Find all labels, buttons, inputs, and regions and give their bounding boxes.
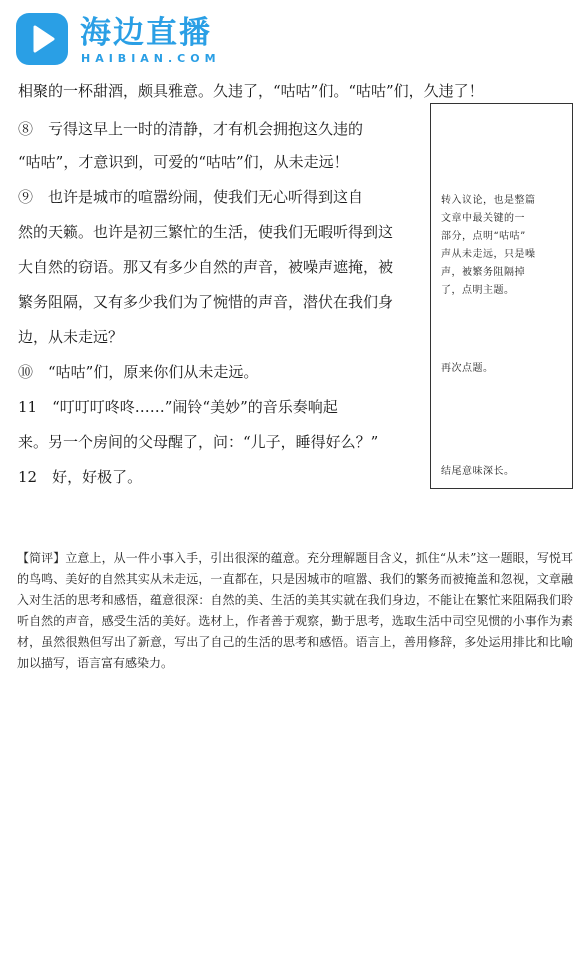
paragraph-9-line: 然的天籁。也许是初三繁忙的生活，使我们无暇听得到这 bbox=[18, 223, 394, 241]
annotation-note: 结尾意味深长。 bbox=[441, 466, 515, 477]
paragraph-9-line: 大自然的窃语。那又有多少自然的声音，被噪声遮掩，被 bbox=[18, 258, 394, 276]
annotation-note-line: 了，点明主题。 bbox=[441, 285, 515, 296]
annotation-note-line: 声从未走远，只是噪 bbox=[441, 249, 536, 260]
logo-title: 海边直播 bbox=[80, 15, 212, 51]
annotation-note-line: 部分，点明“咕咕” bbox=[441, 231, 526, 242]
annotation-note-line: 声，被繁务阻隔掉 bbox=[441, 267, 525, 278]
paragraph-9-line: ⑨ 也许是城市的喧嚣纷闹，使我们无心听得到这自 bbox=[18, 188, 364, 206]
annotation-note-line: 转入议论，也是整篇 bbox=[441, 195, 536, 206]
paragraph-9-line: 边，从未走远？ bbox=[18, 328, 124, 346]
annotation-note-line: 文章中最关键的一 bbox=[441, 213, 525, 224]
annotation-note bbox=[441, 192, 565, 300]
paragraph-8-line: ⑧ 亏得这早上一时的清静，才有机会拥抱这久违的 bbox=[18, 120, 364, 138]
logo-subtitle: HAIBIAN.COM bbox=[81, 52, 221, 65]
paragraph-9-line: 繁务阻隔，又有多少我们为了惋惜的声音，潜伏在我们身 bbox=[18, 293, 394, 311]
review-paragraph: 【简评】立意上，从一件小事入手，引出很深的蕴意。充分理解题目含义，抓住“从未”这一题眼，写悦耳的鸟鸣、美好的自然其实从未走远，一直都在，只是因城市的喧嚣、我们的繁务而被掩盖和忽视，文章融入对生活的思考和感悟，蕴意很深：自然的美、生活的美其实就在我们身边，不能让在繁忙来阻隔我们聆听自然的声音，感受生活的美好。选材上，作者善于观察，勤于思考，选取生活中司空见惯的小事作为素材，虽然很熟但写出了新意，写出了自己的生活的思考和感悟。语言上，善用修辞，多处运用排比和比喻加以描写，语言富有感染力。 bbox=[17, 551, 573, 670]
paragraph-11-line: 来。另一个房间的父母醒了，问：“儿子，睡得好么？” bbox=[18, 433, 379, 451]
play-icon bbox=[16, 13, 68, 65]
site-logo[interactable] bbox=[16, 13, 236, 68]
paragraph-10: ⑩ “咕咕”们，原来你们从未走远。 bbox=[18, 363, 259, 381]
paragraph-12: 12 好，好极了。 bbox=[18, 468, 143, 486]
article-line: 相聚的一杯甜酒，颇具雅意。久违了，“咕咕”们。“咕咕”们，久违了！ bbox=[18, 82, 484, 100]
annotation-note: 再次点题。 bbox=[441, 363, 494, 374]
paragraph-8-line: “咕咕”，才意识到，可爱的“咕咕”们，从未走远！ bbox=[18, 153, 349, 171]
paragraph-11-line: 11 “叮叮叮咚咚……”闹铃“美妙”的音乐奏响起 bbox=[18, 398, 338, 416]
